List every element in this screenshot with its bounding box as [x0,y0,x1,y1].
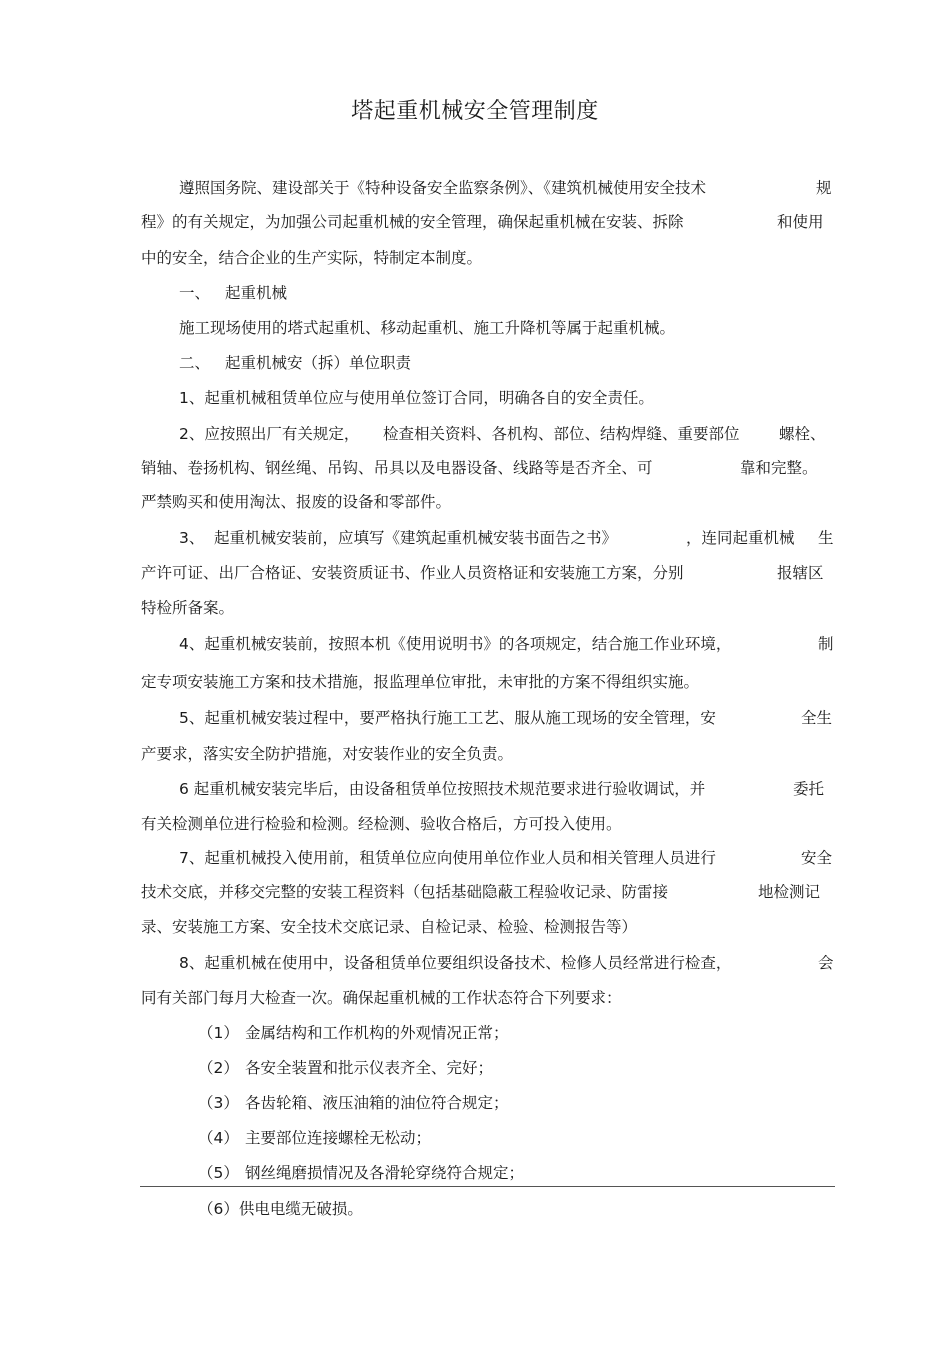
list-item: （6）供电电缆无破损。 [198,1200,363,1218]
text-line: 7、起重机械投入使用前，租赁单位应向使用单位作业人员和相关管理人员进行 [179,849,716,867]
text-line: 委托 [793,780,825,798]
text-line: 遵照国务院、建设部关于《特种设备安全监察条例》、《建筑机械使用安全技术 [179,179,707,197]
list-item: 各安全装置和批示仪表齐全、完好； [245,1059,494,1077]
text-line: 安全 [801,849,833,867]
page-divider [140,1186,835,1187]
text-line: 产要求，落实安全防护措施，对安装作业的安全负责。 [141,745,514,763]
text-line: 特检所备案。 [141,599,235,617]
text-line: 程》的有关规定，为加强公司起重机械的安全管理，确保起重机械在安装、拆除 [141,213,684,231]
section-heading: 起重机械 [225,284,288,302]
text-line: ，连同起重机械 [686,529,795,547]
section-number: 二、 [179,354,211,372]
list-number: （2） [198,1059,239,1077]
text-line: 技术交底，并移交完整的安装工程资料（包括基础隐蔽工程验收记录、防雷接 [141,883,669,901]
section-heading: 起重机械安（拆）单位职责 [225,354,412,372]
text-line: 3、 [179,529,205,547]
text-line: 中的安全，结合企业的生产实际，特制定本制度。 [141,249,483,267]
text-line: 全生 [801,709,833,727]
text-line: 4、起重机械安装前，按照本机《使用说明书》的各项规定，结合施工作业环境， [179,635,732,653]
text-line: 螺栓、 [779,425,826,443]
text-line: 和使用 [777,213,824,231]
text-line: 规 [816,179,832,197]
text-line: 地检测记 [758,883,821,901]
text-line: 有关检测单位进行检验和检测。经检测、验收合格后，方可投入使用。 [141,815,622,833]
text-line: 同有关部门每月大检查一次。确保起重机械的工作状态符合下列要求： [141,989,622,1007]
text-line: 施工现场使用的塔式起重机、移动起重机、施工升降机等属于起重机械。 [179,319,676,337]
text-line: 5、起重机械安装过程中，要严格执行施工工艺、服从施工现场的安全管理，安 [179,709,716,727]
list-number: （3） [198,1094,239,1112]
text-line: 定专项安装施工方案和技术措施，报监理单位审批，未审批的方案不得组织实施。 [141,673,700,691]
text-line: 会 [818,954,834,972]
document-title: 塔起重机械安全管理制度 [351,99,599,124]
text-line: 2、应按照出厂有关规定， [179,425,360,443]
section-number: 一、 [179,284,211,302]
text-line: 8、起重机械在使用中，设备租赁单位要组织设备技术、检修人员经常进行检查， [179,954,732,972]
text-line: 录、安装施工方案、安全技术交底记录、自检记录、检验、检测报告等） [141,918,638,936]
list-number: （1） [198,1024,239,1042]
text-line: 6 起重机械安装完毕后，由设备租赁单位按照技术规范要求进行验收调试，并 [179,780,706,798]
list-item: 各齿轮箱、液压油箱的油位符合规定； [245,1094,509,1112]
text-line: 起重机械安装前，应填写《建筑起重机械安装书面告之书》 [214,529,618,547]
list-item: 钢丝绳磨损情况及各滑轮穿绕符合规定； [245,1164,525,1182]
text-line: 检查相关资料、各机构、部位、结构焊缝、重要部位 [383,425,740,443]
text-line: 销轴、卷扬机构、钢丝绳、吊钩、吊具以及电器设备、线路等是否齐全、可 [141,459,653,477]
text-line: 制 [818,635,834,653]
text-line: 产许可证、出厂合格证、安装资质证书、作业人员资格证和安装施工方案，分别 [141,564,684,582]
text-line: 靠和完整。 [740,459,818,477]
text-line: 报辖区 [777,564,824,582]
list-number: （4） [198,1129,239,1147]
list-item: 金属结构和工作机构的外观情况正常； [245,1024,509,1042]
text-line: 1、起重机械租赁单位应与使用单位签订合同，明确各自的安全责任。 [179,389,654,407]
list-item: 主要部位连接螺栓无松动； [245,1129,432,1147]
text-line: 严禁购买和使用淘汰、报废的设备和零部件。 [141,493,452,511]
text-line: 生 [818,529,834,547]
list-number: （5） [198,1164,239,1182]
